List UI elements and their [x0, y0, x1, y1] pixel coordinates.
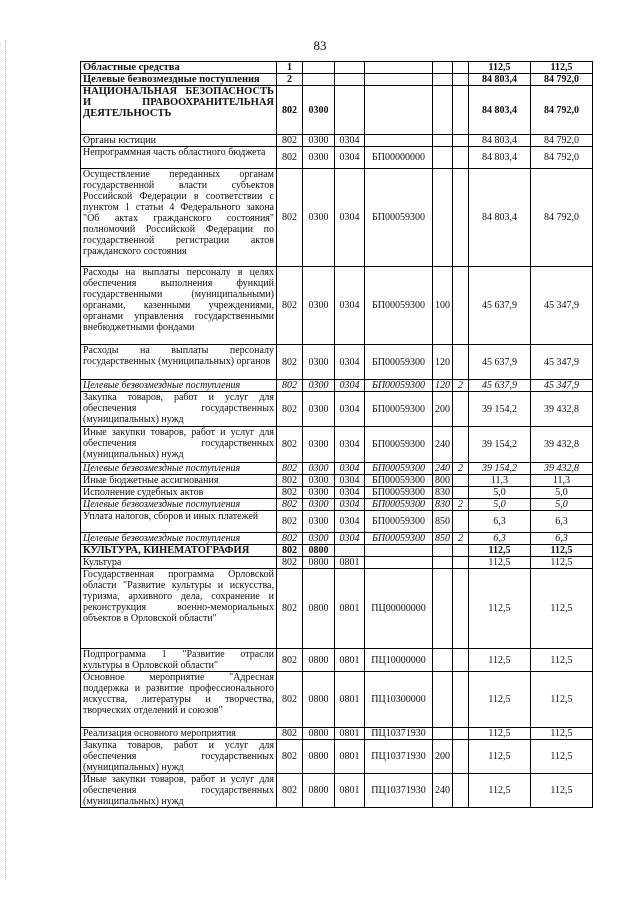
table-row — [81, 545, 593, 557]
row-pr: 0304 — [335, 487, 365, 499]
row-value-2: 45 347,9 — [531, 345, 593, 380]
row-pr: 0304 — [335, 267, 365, 345]
table-row — [81, 86, 593, 135]
row-pr: 0801 — [335, 672, 365, 728]
row-name: Целевые безвозмездные поступления — [81, 380, 277, 392]
row-value-1: 84 803,4 — [469, 86, 531, 135]
row-vr: 240 — [433, 774, 453, 808]
table-row — [81, 511, 593, 533]
row-value-1: 39 154,2 — [469, 427, 531, 463]
table-row — [81, 169, 593, 267]
row-rz: 0300 — [303, 380, 335, 392]
row-vr — [433, 86, 453, 135]
row-name: Осуществление переданных органам государственной власти субъектов Российской Федерации в соответствии с пунктом 1 статьи 4 Федерального закона "Об актах гражданского состояния" полномочий Российской Федерации по государственной регистрации актов гражданского состояния — [81, 169, 277, 267]
table-row — [81, 345, 593, 380]
row-cs — [365, 86, 433, 135]
row-vr — [433, 557, 453, 569]
row-cs: БП00059300 — [365, 345, 433, 380]
row-src — [453, 545, 469, 557]
row-pr: 0304 — [335, 135, 365, 147]
row-src: 2 — [453, 463, 469, 475]
row-rz — [303, 74, 335, 86]
row-value-1: 112,5 — [469, 569, 531, 649]
row-ved: 802 — [277, 672, 303, 728]
row-vr: 200 — [433, 392, 453, 427]
row-name: Основное мероприятие "Адресная поддержка и развитие профессионального искусства, литературы и творчества, творческих отделений и союзов" — [81, 672, 277, 728]
row-value-1: 112,5 — [469, 62, 531, 74]
row-value-2: 6,3 — [531, 533, 593, 545]
table-row — [81, 463, 593, 475]
row-name: Иные бюджетные ассигнования — [81, 475, 277, 487]
row-rz: 0800 — [303, 774, 335, 808]
row-vr — [433, 147, 453, 169]
row-src — [453, 487, 469, 499]
row-vr: 850 — [433, 533, 453, 545]
row-pr: 0304 — [335, 147, 365, 169]
row-src — [453, 569, 469, 649]
row-src — [453, 672, 469, 728]
row-rz: 0300 — [303, 135, 335, 147]
row-src — [453, 345, 469, 380]
row-value-2: 112,5 — [531, 774, 593, 808]
row-name: Целевые безвозмездные поступления — [81, 74, 277, 86]
row-pr: 0304 — [335, 475, 365, 487]
row-value-2: 5,0 — [531, 487, 593, 499]
row-rz: 0300 — [303, 533, 335, 545]
row-name: Целевые безвозмездные поступления — [81, 499, 277, 511]
row-value-1: 39 154,2 — [469, 463, 531, 475]
row-pr: 0304 — [335, 533, 365, 545]
row-src — [453, 169, 469, 267]
row-rz: 0300 — [303, 86, 335, 135]
row-ved: 802 — [277, 380, 303, 392]
row-vr: 100 — [433, 267, 453, 345]
row-name: НАЦИОНАЛЬНАЯ БЕЗОПАСНОСТЬ И ПРАВООХРАНИТЕЛЬНАЯ ДЕЯТЕЛЬНОСТЬ — [81, 86, 277, 135]
row-value-2: 112,5 — [531, 62, 593, 74]
table-row — [81, 392, 593, 427]
row-cs: ПЦ10000000 — [365, 649, 433, 672]
row-vr — [433, 728, 453, 740]
row-value-2: 11,3 — [531, 475, 593, 487]
page-number: 83 — [313, 38, 327, 53]
row-name: Реализация основного мероприятия — [81, 728, 277, 740]
row-name: Иные закупки товаров, работ и услуг для обеспечения государственных (муниципальных) нужд — [81, 427, 277, 463]
row-pr: 0801 — [335, 728, 365, 740]
row-vr: 800 — [433, 475, 453, 487]
row-pr: 0304 — [335, 345, 365, 380]
row-ved: 802 — [277, 545, 303, 557]
row-ved: 802 — [277, 740, 303, 774]
table-row — [81, 649, 593, 672]
row-pr — [335, 74, 365, 86]
row-value-1: 45 637,9 — [469, 345, 531, 380]
row-ved: 802 — [277, 774, 303, 808]
table-row — [81, 267, 593, 345]
row-value-1: 6,3 — [469, 533, 531, 545]
row-ved: 802 — [277, 463, 303, 475]
row-pr: 0304 — [335, 499, 365, 511]
row-ved: 802 — [277, 511, 303, 533]
row-value-1: 11,3 — [469, 475, 531, 487]
row-value-1: 84 803,4 — [469, 135, 531, 147]
row-cs: ПЦ10371930 — [365, 740, 433, 774]
row-cs: ПЦ10371930 — [365, 728, 433, 740]
row-src — [453, 511, 469, 533]
row-cs: БП00059300 — [365, 380, 433, 392]
row-pr: 0304 — [335, 380, 365, 392]
row-ved: 802 — [277, 499, 303, 511]
row-value-2: 6,3 — [531, 511, 593, 533]
row-value-2: 84 792,0 — [531, 169, 593, 267]
row-cs: БП00059300 — [365, 511, 433, 533]
budget-table-body — [81, 62, 593, 808]
row-cs — [365, 74, 433, 86]
row-ved: 802 — [277, 345, 303, 380]
row-ved: 802 — [277, 169, 303, 267]
row-name: Подпрограмма 1 "Развитие отрасли культуры в Орловской области" — [81, 649, 277, 672]
row-value-2: 5,0 — [531, 499, 593, 511]
row-rz: 0800 — [303, 672, 335, 728]
row-rz: 0800 — [303, 545, 335, 557]
row-name: Государственная программа Орловской области "Развитие культуры и искусства, туризма, архивного дела, сохранение и реконструкция военно-мемориальных объектов в Орловской области" — [81, 569, 277, 649]
row-rz: 0800 — [303, 649, 335, 672]
table-row — [81, 569, 593, 649]
row-ved: 802 — [277, 569, 303, 649]
row-rz: 0800 — [303, 728, 335, 740]
row-src — [453, 267, 469, 345]
row-cs — [365, 135, 433, 147]
table-row — [81, 487, 593, 499]
row-cs: БП00059300 — [365, 392, 433, 427]
row-pr: 0304 — [335, 169, 365, 267]
row-ved: 1 — [277, 62, 303, 74]
row-rz: 0300 — [303, 169, 335, 267]
table-row — [81, 74, 593, 86]
row-vr: 120 — [433, 345, 453, 380]
row-vr: 200 — [433, 740, 453, 774]
row-value-2: 45 347,9 — [531, 380, 593, 392]
row-value-2: 84 792,0 — [531, 135, 593, 147]
table-row — [81, 380, 593, 392]
row-vr: 240 — [433, 463, 453, 475]
row-pr — [335, 545, 365, 557]
row-value-1: 5,0 — [469, 499, 531, 511]
row-rz: 0300 — [303, 427, 335, 463]
row-cs: БП00059300 — [365, 427, 433, 463]
row-value-2: 112,5 — [531, 557, 593, 569]
row-cs — [365, 545, 433, 557]
table-row — [81, 62, 593, 74]
row-ved: 802 — [277, 427, 303, 463]
row-pr: 0801 — [335, 740, 365, 774]
table-row — [81, 557, 593, 569]
row-name: Закупка товаров, работ и услуг для обеспечения государственных (муниципальных) нужд — [81, 392, 277, 427]
row-src: 2 — [453, 533, 469, 545]
row-value-2: 84 792,0 — [531, 86, 593, 135]
table-row — [81, 135, 593, 147]
row-rz: 0300 — [303, 267, 335, 345]
row-vr — [433, 62, 453, 74]
row-value-1: 112,5 — [469, 774, 531, 808]
row-value-1: 45 637,9 — [469, 267, 531, 345]
row-rz: 0800 — [303, 569, 335, 649]
row-vr: 830 — [433, 499, 453, 511]
row-value-1: 112,5 — [469, 740, 531, 774]
row-src — [453, 774, 469, 808]
row-cs: БП00059300 — [365, 463, 433, 475]
row-value-1: 112,5 — [469, 545, 531, 557]
row-pr: 0304 — [335, 511, 365, 533]
row-name: Закупка товаров, работ и услуг для обеспечения государственных (муниципальных) нужд — [81, 740, 277, 774]
row-rz: 0300 — [303, 487, 335, 499]
row-vr — [433, 169, 453, 267]
row-value-1: 112,5 — [469, 728, 531, 740]
row-pr — [335, 62, 365, 74]
row-ved: 802 — [277, 86, 303, 135]
row-name: КУЛЬТУРА, КИНЕМАТОГРАФИЯ — [81, 545, 277, 557]
row-rz: 0300 — [303, 392, 335, 427]
row-cs: БП00059300 — [365, 169, 433, 267]
row-rz: 0300 — [303, 147, 335, 169]
row-value-1: 45 637,9 — [469, 380, 531, 392]
row-pr: 0801 — [335, 774, 365, 808]
row-value-2: 39 432,8 — [531, 392, 593, 427]
row-ved: 802 — [277, 392, 303, 427]
row-vr: 850 — [433, 511, 453, 533]
row-ved: 802 — [277, 135, 303, 147]
row-ved: 802 — [277, 728, 303, 740]
row-rz: 0800 — [303, 740, 335, 774]
row-value-2: 112,5 — [531, 649, 593, 672]
row-rz: 0300 — [303, 511, 335, 533]
row-value-2: 112,5 — [531, 545, 593, 557]
table-row — [81, 672, 593, 728]
row-ved: 802 — [277, 267, 303, 345]
row-value-1: 112,5 — [469, 557, 531, 569]
row-src — [453, 740, 469, 774]
table-row — [81, 499, 593, 511]
row-cs: БП00059300 — [365, 533, 433, 545]
row-vr — [433, 545, 453, 557]
row-name: Иные закупки товаров, работ и услуг для обеспечения государственных (муниципальных) нужд — [81, 774, 277, 808]
row-cs: БП00059300 — [365, 475, 433, 487]
row-ved: 802 — [277, 557, 303, 569]
row-cs: ПЦ00000000 — [365, 569, 433, 649]
row-ved: 802 — [277, 649, 303, 672]
row-vr — [433, 672, 453, 728]
row-pr: 0801 — [335, 649, 365, 672]
row-name: Целевые безвозмездные поступления — [81, 533, 277, 545]
row-vr: 120 — [433, 380, 453, 392]
row-pr: 0801 — [335, 569, 365, 649]
row-rz: 0300 — [303, 475, 335, 487]
row-value-1: 6,3 — [469, 511, 531, 533]
table-row — [81, 740, 593, 774]
row-ved: 802 — [277, 487, 303, 499]
row-value-1: 84 803,4 — [469, 169, 531, 267]
row-pr: 0304 — [335, 427, 365, 463]
row-value-1: 84 803,4 — [469, 74, 531, 86]
budget-table — [80, 61, 593, 808]
row-rz: 0300 — [303, 463, 335, 475]
row-ved: 802 — [277, 475, 303, 487]
row-value-2: 84 792,0 — [531, 74, 593, 86]
row-value-2: 112,5 — [531, 728, 593, 740]
row-cs: БП00059300 — [365, 487, 433, 499]
table-row — [81, 533, 593, 545]
row-value-1: 5,0 — [469, 487, 531, 499]
row-cs: БП00059300 — [365, 499, 433, 511]
row-value-2: 112,5 — [531, 569, 593, 649]
row-src: 2 — [453, 499, 469, 511]
scan-margin-line — [5, 40, 6, 880]
row-cs: ПЦ10371930 — [365, 774, 433, 808]
row-src — [453, 135, 469, 147]
row-vr — [433, 649, 453, 672]
row-value-2: 84 792,0 — [531, 147, 593, 169]
row-rz — [303, 62, 335, 74]
row-name: Расходы на выплаты персоналу в целях обеспечения выполнения функций государственными (муниципальными) органами, казенными учреждениями, органами управления государственными внебюджетными фондами — [81, 267, 277, 345]
row-vr — [433, 569, 453, 649]
row-cs: БП00059300 — [365, 267, 433, 345]
table-row — [81, 147, 593, 169]
row-src — [453, 86, 469, 135]
row-src — [453, 62, 469, 74]
row-cs: ПЦ10300000 — [365, 672, 433, 728]
row-pr: 0801 — [335, 557, 365, 569]
row-value-1: 112,5 — [469, 649, 531, 672]
row-pr — [335, 86, 365, 135]
row-src: 2 — [453, 380, 469, 392]
row-name: Непрограммная часть областного бюджета — [81, 147, 277, 169]
row-vr — [433, 135, 453, 147]
table-row — [81, 774, 593, 808]
row-value-2: 45 347,9 — [531, 267, 593, 345]
row-cs: БП00000000 — [365, 147, 433, 169]
row-src — [453, 147, 469, 169]
row-value-2: 112,5 — [531, 672, 593, 728]
row-rz: 0300 — [303, 345, 335, 380]
table-row — [81, 475, 593, 487]
row-cs — [365, 557, 433, 569]
row-value-1: 39 154,2 — [469, 392, 531, 427]
row-src — [453, 74, 469, 86]
row-rz: 0300 — [303, 499, 335, 511]
row-name: Культура — [81, 557, 277, 569]
row-src — [453, 475, 469, 487]
row-src — [453, 557, 469, 569]
row-value-2: 39 432,8 — [531, 463, 593, 475]
row-src — [453, 649, 469, 672]
row-ved: 802 — [277, 533, 303, 545]
row-value-1: 84 803,4 — [469, 147, 531, 169]
row-name: Целевые безвозмездные поступления — [81, 463, 277, 475]
row-src — [453, 427, 469, 463]
row-name: Уплата налогов, сборов и иных платежей — [81, 511, 277, 533]
row-cs — [365, 62, 433, 74]
row-name: Областные средства — [81, 62, 277, 74]
row-ved: 802 — [277, 147, 303, 169]
row-vr: 830 — [433, 487, 453, 499]
row-value-2: 39 432,8 — [531, 427, 593, 463]
row-vr: 240 — [433, 427, 453, 463]
row-src — [453, 728, 469, 740]
row-name: Органы юстиции — [81, 135, 277, 147]
row-rz: 0800 — [303, 557, 335, 569]
row-name: Расходы на выплаты персоналу государственных (муниципальных) органов — [81, 345, 277, 380]
table-row — [81, 728, 593, 740]
row-value-2: 112,5 — [531, 740, 593, 774]
row-ved: 2 — [277, 74, 303, 86]
table-row — [81, 427, 593, 463]
row-vr — [433, 74, 453, 86]
row-pr: 0304 — [335, 392, 365, 427]
row-name: Исполнение судебных актов — [81, 487, 277, 499]
row-src — [453, 392, 469, 427]
row-pr: 0304 — [335, 463, 365, 475]
row-value-1: 112,5 — [469, 672, 531, 728]
